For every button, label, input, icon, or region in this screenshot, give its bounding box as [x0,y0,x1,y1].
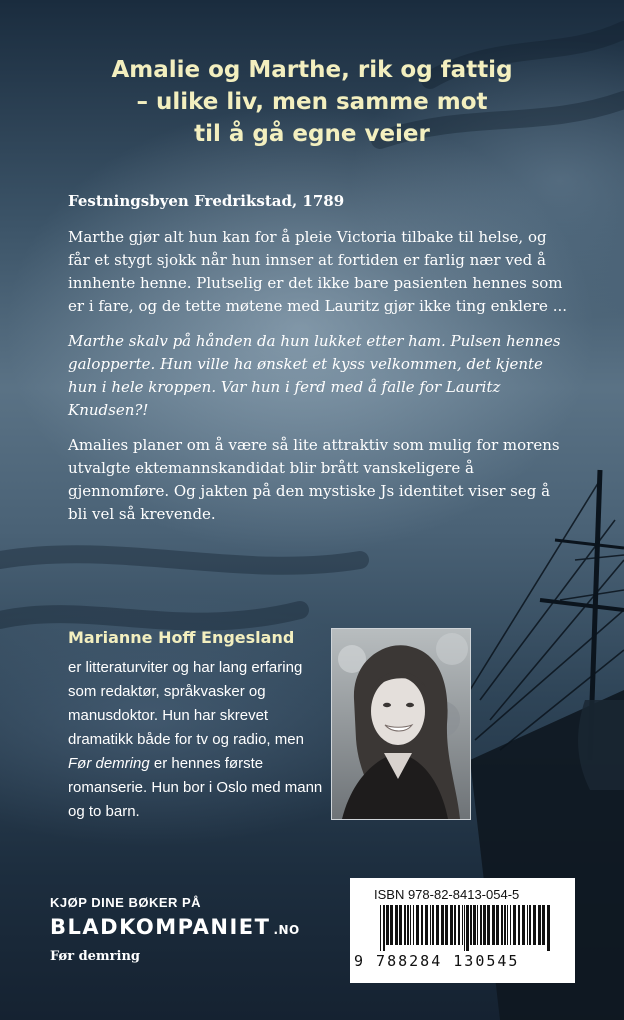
barcode-bar [507,905,508,945]
barcode-bar [477,905,478,945]
barcode-bar [430,905,431,945]
publisher-logo [50,915,300,939]
barcode-bar [413,905,414,945]
barcode-bar [399,905,402,945]
barcode-bar [547,905,550,951]
headline-line: Amalie og Marthe, rik og fattig [111,57,513,83]
barcode-bar [483,905,486,945]
series-title: Før demring [50,949,141,964]
barcode-bar [496,905,499,945]
barcode-bar [386,905,389,945]
author-portrait-illustration [332,629,470,819]
barcode-bar [473,905,476,945]
barcode-bar [410,905,411,945]
barcode-bar [458,905,460,945]
barcode-bar [441,905,444,945]
author-bio-book-title: Før demring [68,755,150,772]
barcode-bar [513,905,516,945]
barcode-bar [416,905,419,945]
barcode [380,905,550,951]
ship-yard [540,600,624,610]
author-bio-text: er hennes første romanserie. Hun bor i Oslo med mann og to barn. [68,755,323,820]
barcode-bar [533,905,536,945]
barcode-bar [450,905,453,945]
barcode-bar [404,905,406,945]
barcode-bar [510,905,511,945]
barcode-bar [527,905,528,945]
blurb-quote: Marthe skalv på hånden da hun lukket etter ham. Pulsen hennes galopperte. Hun ville ha ønsket et kyss velkommen, det kjente hun i hele kroppen. Var hun i ferd med å falle for Lauritz Knudsen?! [68,332,561,419]
barcode-bar [462,905,463,945]
barcode-bar [522,905,525,945]
barcode-bar [380,905,381,951]
publisher-domain: .NO [273,923,300,937]
barcode-bar [383,905,385,951]
barcode-bar [492,905,495,945]
back-cover-headline [40,54,584,150]
barcode-bar [529,905,531,945]
ship-sail [578,700,624,790]
author-photo [331,628,471,820]
barcode-bar [466,905,469,951]
author-bio-text: er litteraturviter og har lang erfaring som redaktør, språkvasker og manusdoktor. Hun har skrevet dramatikk både for tv og radio, men [68,659,304,748]
barcode-bar [538,905,541,945]
barcode-bar [470,905,472,945]
headline-line: – ulike liv, men samme mot [136,89,488,115]
headline-line: til å gå egne veier [194,121,430,147]
barcode-bar [395,905,398,945]
barcode-bar [390,905,393,945]
barcode-bar [445,905,448,945]
barcode-bar [421,905,423,945]
barcode-bar [480,905,482,945]
book-blurb [68,190,568,538]
isbn-barcode-box [350,878,575,983]
barcode-bar [454,905,456,945]
barcode-bar [518,905,520,945]
blurb-setting: Festningsbyen Fredrikstad, 1789 [68,192,345,210]
barcode-bar [407,905,409,945]
barcode-bar [425,905,428,945]
barcode-bar [487,905,490,945]
barcode-bar [501,905,503,945]
isbn-number: ISBN 978-82-8413-054-5 [374,887,520,902]
barcode-bar [504,905,506,945]
barcode-digits: 9 788284 130545 [354,952,520,970]
author-bio [68,656,328,824]
blurb-paragraph: Marthe gjør alt hun kan for å pleie Victoria tilbake til helse, og får et stygt sjokk når hun innser at fortiden er farlig nær ved å innhente henne. Plutselig er det ikke bare pasienten hennes som er i fare, og de tette møtene med Lauritz gjør ikke ting enklere ... [68,228,567,315]
author-name: Marianne Hoff Engesland [68,628,295,647]
blurb-paragraph: Amalies planer om å være så lite attraktiv som mulig for morens utvalgte ektemannskandidat blir brått vanskeligere å gjennomføre. Og jakten på den mystiske Js identitet viser seg å bli vel så krevende. [68,436,560,523]
publisher-name: BLADKOMPANIET [50,915,271,939]
barcode-bar [436,905,439,945]
buy-books-label: KJØP DINE BØKER PÅ [50,895,202,910]
barcode-bar [432,905,434,945]
barcode-bar [542,905,545,945]
barcode-bar [464,905,465,951]
face [371,677,425,745]
